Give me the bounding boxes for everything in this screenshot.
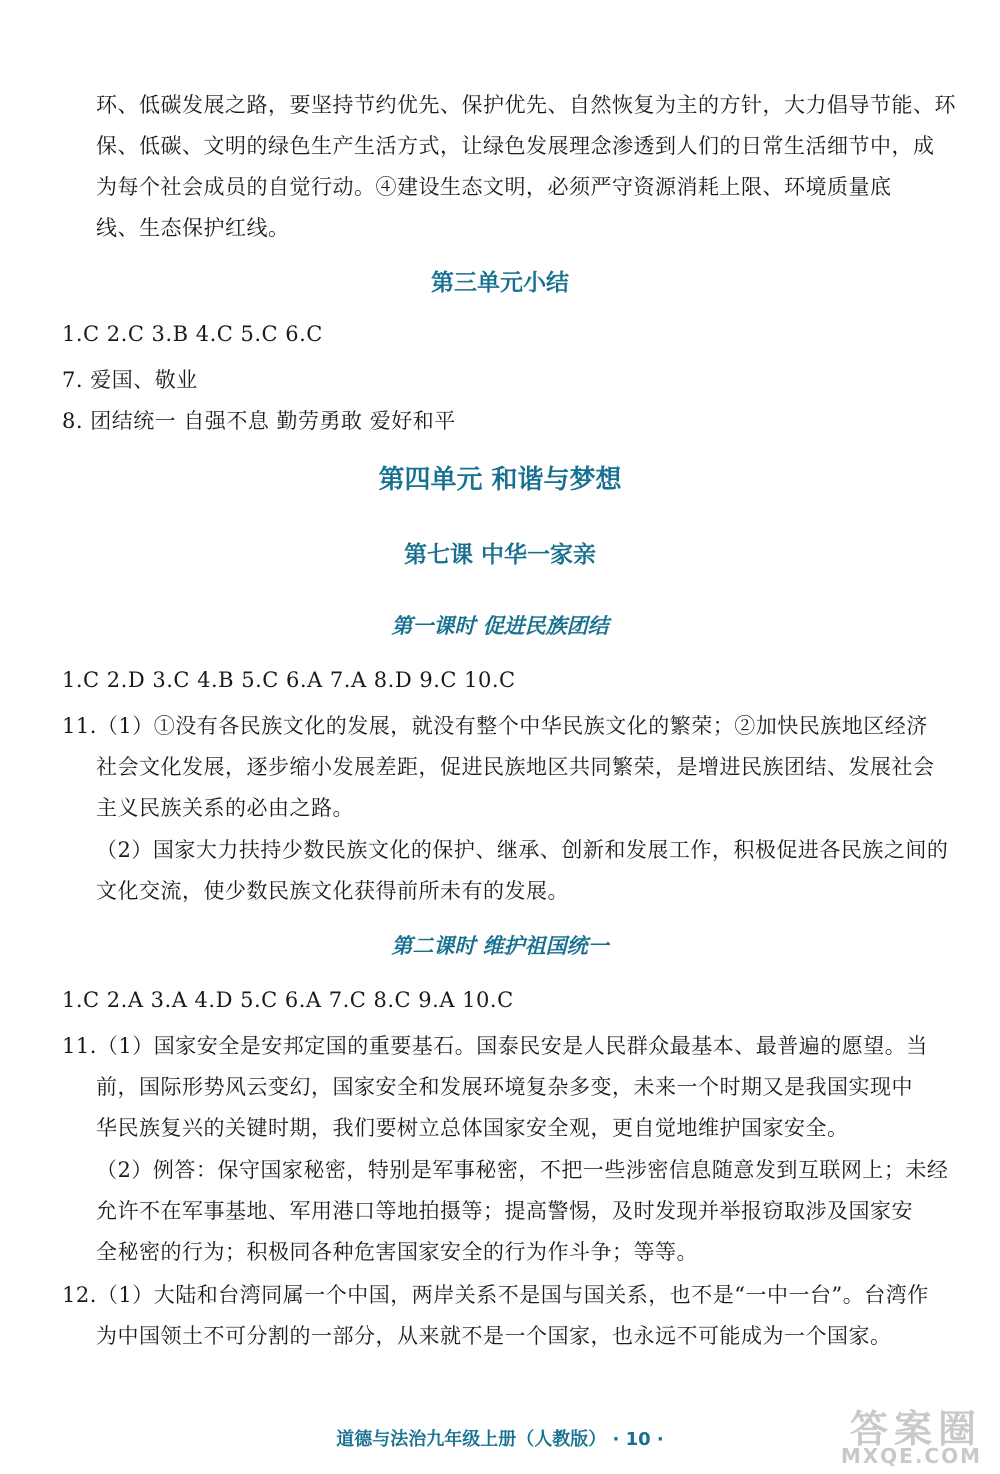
period1-q11-line: （2）国家大力扶持少数民族文化的保护、继承、创新和发展工作，积极促进各民族之间的 [96,838,949,862]
period1-q11-line: 11.（1）①没有各民族文化的发展，就没有整个中华民族文化的繁荣；②加快民族地区经济 [62,714,928,738]
period1-q11-line: 主义民族关系的必由之路。 [96,796,354,820]
paragraph-line: 保、低碳、文明的绿色生产生活方式，让绿色发展理念渗透到人们的日常生活细节中，成 [96,134,935,158]
unit4-title: 第四单元 和谐与梦想 [378,465,622,495]
watermark-logo [792,1398,992,1468]
period1-q11-line: 文化交流，使少数民族文化获得前所未有的发展。 [96,879,569,903]
period2-q11-line: 11.（1）国家安全是安邦定国的重要基石。国泰民安是人民群众最基本、最普遍的愿望。当 [62,1034,928,1058]
period2-q11-line: 华民族复兴的关键时期，我们要树立总体国家安全观，更自觉地维护国家安全。 [96,1116,849,1140]
period2-q12-line: 为中国领土不可分割的一部分，从来就不是一个国家，也永远不可能成为一个国家。 [96,1324,892,1348]
period2-q12-line: 12.（1）大陆和台湾同属一个中国，两岸关系不是国与国关系，也不是“一中一台”。台湾作 [62,1283,929,1307]
unit3-answers: 1.C 2.C 3.B 4.C 5.C 6.C [62,322,323,346]
period2-q11-line: 前，国际形势风云变幻，国家安全和发展环境复杂多变，未来一个时期又是我国实现中 [96,1075,913,1099]
watermark-text-top: 答案圈 [849,1407,982,1451]
period1-title: 第一课时 促进民族团结 [391,614,609,638]
paragraph-line: 线、生态保护红线。 [96,216,290,240]
period2-q11-line: 全秘密的行为；积极同各种危害国家安全的行为作斗争；等等。 [96,1240,698,1264]
period2-q11-line: （2）例答：保守国家秘密，特别是军事秘密，不把一些涉密信息随意发到互联网上；未经 [96,1158,949,1182]
paragraph-line: 为每个社会成员的自觉行动。④建设生态文明，必须严守资源消耗上限、环境质量底 [96,175,892,199]
unit3-summary-title: 第三单元小结 [431,270,569,296]
unit3-q8: 8. 团结统一 自强不息 勤劳勇敢 爱好和平 [62,409,456,433]
period1-q11-line: 社会文化发展，逐步缩小发展差距，促进民族地区共同繁荣，是增进民族团结、发展社会 [96,755,935,779]
page-footer: 道德与法治九年级上册（人教版） · 10 · [336,1429,664,1450]
period2-title: 第二课时 维护祖国统一 [391,934,609,958]
lesson7-title: 第七课 中华一家亲 [403,542,596,568]
unit3-q7: 7. 爱国、敬业 [62,368,198,392]
watermark-text-bottom: MXQE.COM [840,1444,982,1468]
period1-answers: 1.C 2.D 3.C 4.B 5.C 6.A 7.A 8.D 9.C 10.C [62,668,516,692]
period2-answers: 1.C 2.A 3.A 4.D 5.C 6.A 7.C 8.C 9.A 10.C [62,988,514,1012]
paragraph-line: 环、低碳发展之路，要坚持节约优先、保护优先、自然恢复为主的方针，大力倡导节能、环 [96,93,956,117]
period2-q11-line: 允许不在军事基地、军用港口等地拍摄等；提高警惕，及时发现并举报窃取涉及国家安 [96,1199,913,1223]
